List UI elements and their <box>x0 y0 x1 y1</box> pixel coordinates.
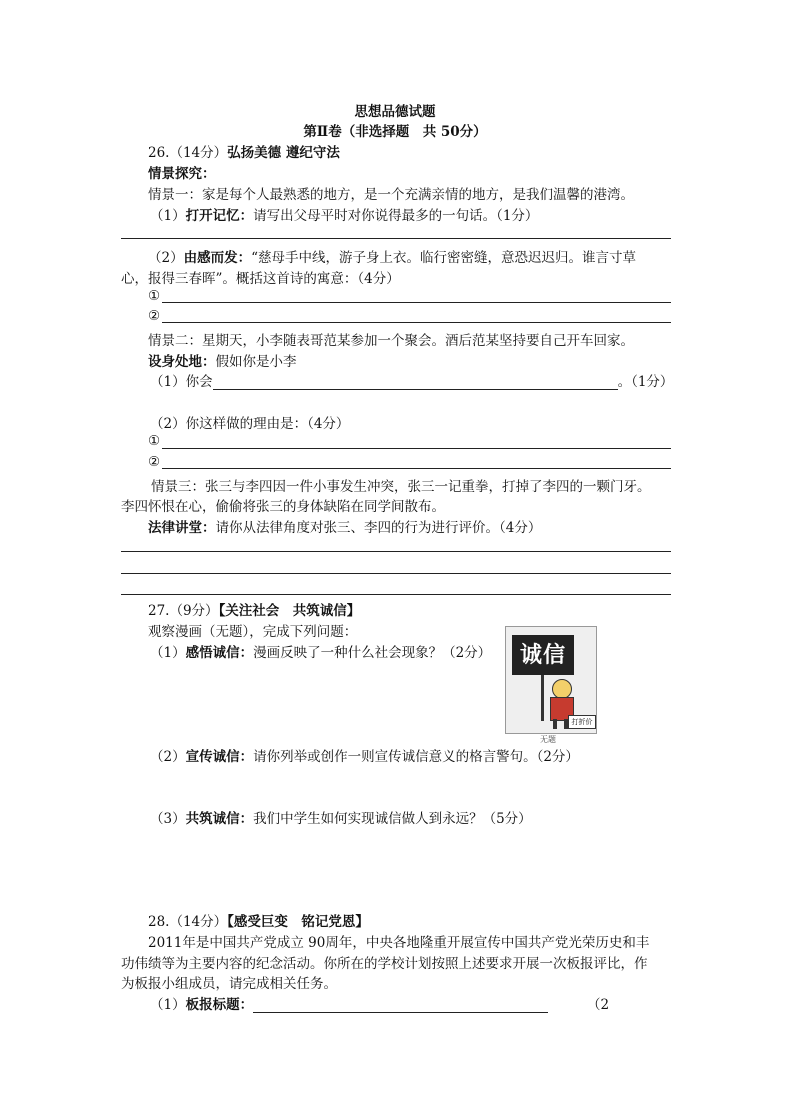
q28-part1-number: （1） <box>150 997 186 1013</box>
q26-scene1: 情景一：家是每个人最熟悉的地方，是一个充满亲情的地方，是我们温馨的港湾。 <box>148 187 634 203</box>
q26-law-heading: 法律讲堂： <box>148 520 216 536</box>
q28-part1 <box>150 993 548 1013</box>
q26-r2: （2）你这样做的理由是：（4分） <box>150 416 350 432</box>
q26-part1-number: （1） <box>150 208 186 224</box>
cartoon-price-board: 打折价 <box>568 715 596 729</box>
q26-part1-text: 请写出父母平时对你说得最多的一句话。（1分） <box>253 208 539 224</box>
q27-part1-text: 漫画反映了一种什么社会现象？（2分） <box>253 645 492 661</box>
answer-marker: ① <box>148 288 161 304</box>
q26-part2-line1 <box>148 246 636 266</box>
q28-part1-score: （2 <box>587 997 610 1013</box>
q26-law <box>148 516 541 536</box>
answer-blank[interactable] <box>213 375 618 390</box>
q27-part2-number: （2） <box>150 749 186 765</box>
cartoon-figure-leg <box>553 719 557 729</box>
q28-text-line1: 2011年是中国共产党成立 90周年，中央各地隆重开展宣传中国共产党光荣历史和丰 <box>148 935 650 951</box>
q27-part3 <box>150 807 532 827</box>
answer-line[interactable] <box>121 551 671 552</box>
cartoon-caption: 无题 <box>540 735 556 744</box>
answer-line[interactable] <box>162 322 671 323</box>
q28-text-line3: 为板报小组成员，请完成相关任务。 <box>121 976 337 992</box>
q26-part1-heading: 打开记忆： <box>185 208 254 224</box>
cartoon-figure-head <box>552 679 572 699</box>
answer-line[interactable] <box>121 573 671 574</box>
q27-part1-number: （1） <box>150 645 186 661</box>
q26-scene3-line2: 李四怀恨在心，偷偷将张三的身体缺陷在同学间散布。 <box>121 499 445 515</box>
q26-r1-text: （1）你会 <box>150 374 213 390</box>
q26-part2-number: （2） <box>148 250 184 266</box>
q27-topic: 【关注社会 共筑诚信】 <box>218 603 361 619</box>
q26-heading <box>148 141 340 161</box>
q26-r1 <box>150 370 673 390</box>
q26-law-text: 请你从法律角度对张三、李四的行为进行评价。（4分） <box>215 520 542 536</box>
q27-number: 27.（9分） <box>148 603 219 619</box>
q26-role-heading: 设身处地： <box>148 354 216 370</box>
q26-role <box>148 350 297 370</box>
cartoon-sign-pole <box>541 675 544 721</box>
q27-part2-text: 请你列举或创作一则宣传诚信意义的格言警句。（2分） <box>253 749 579 765</box>
q26-scene-explore-label: 情景探究： <box>148 166 216 182</box>
q28-heading <box>148 910 369 930</box>
q26-number: 26.（14分） <box>148 145 228 161</box>
q27-part3-number: （3） <box>150 811 186 827</box>
q27-part3-text: 我们中学生如何实现诚信做人到永远？（5分） <box>253 811 532 827</box>
q26-scene2: 情景二：星期天，小李随表哥范某参加一个聚会。酒后范某坚持要自己开车回家。 <box>148 333 634 349</box>
q27-part1-heading: 感悟诚信： <box>185 645 254 661</box>
exam-title: 思想品德试题 <box>354 104 436 120</box>
answer-line[interactable] <box>162 468 671 469</box>
q28-text-line2: 功伟绩等为主要内容的纪念活动。你所在的学校计划按照上述要求开展一次板报评比，作 <box>121 956 648 972</box>
q27-heading <box>148 599 360 619</box>
answer-line[interactable] <box>162 448 671 449</box>
q27-intro: 观察漫画（无题），完成下列问题： <box>148 624 358 640</box>
answer-line[interactable] <box>121 594 671 595</box>
q28-topic: 【感受巨变 铭记党恩】 <box>227 914 369 930</box>
q26-part1 <box>150 204 538 224</box>
integrity-cartoon-image <box>505 626 597 734</box>
q28-part1-heading: 板报标题： <box>185 997 254 1013</box>
q27-part1 <box>150 641 491 661</box>
q27-part2-heading: 宣传诚信： <box>185 749 254 765</box>
answer-marker: ② <box>148 454 161 470</box>
q27-part3-heading: 共筑诚信： <box>185 811 254 827</box>
q26-r1-score: 。（1分） <box>617 374 674 390</box>
q26-part2-text1: “慈母手中线，游子身上衣。临行密密缝，意恐迟迟归。谁言寸草 <box>251 250 636 266</box>
answer-line[interactable] <box>121 238 671 239</box>
answer-marker: ② <box>148 308 161 324</box>
answer-marker: ① <box>148 433 161 449</box>
answer-line[interactable] <box>162 302 671 303</box>
q26-topic: 弘扬美德 遵纪守法 <box>227 145 340 161</box>
q26-role-text: 假如你是小李 <box>215 354 297 370</box>
section-subtitle: 第Ⅱ卷（非选择题 共 50分） <box>303 124 487 140</box>
q26-part2-heading: 由感而发： <box>183 250 252 266</box>
answer-blank[interactable] <box>253 998 548 1013</box>
q27-part2 <box>150 745 579 765</box>
q26-scene3-line1: 情景三：张三与李四因一件小事发生冲突，张三一记重拳，打掉了李四的一颗门牙。 <box>151 479 651 495</box>
q26-part2-line2: 心，报得三春晖”。概括这首诗的寓意：（4分） <box>121 271 400 287</box>
q28-number: 28.（14分） <box>148 914 228 930</box>
cartoon-sign: 诚信 <box>512 635 574 675</box>
